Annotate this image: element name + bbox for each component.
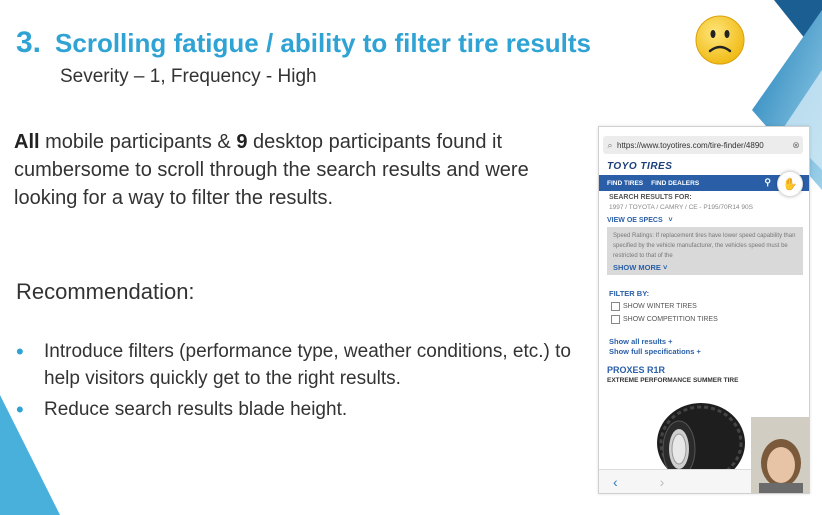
recommendation-item (16, 338, 576, 392)
search-icon: ⌕ (607, 139, 613, 150)
body-part-2: desktop participants found it cumbersome to scroll through the search results and were looking for a way to filter the results. (14, 131, 529, 209)
clear-icon[interactable]: ⊗ (792, 139, 800, 150)
show-more-link[interactable]: SHOW MORE ˅ (613, 263, 668, 272)
search-results-value: 1997 / TOYOTA / CAMRY / CE - P195/70R14 90S (609, 204, 753, 211)
filter-competition-checkbox[interactable]: SHOW COMPETITION TIRES (611, 315, 718, 324)
filter-winter-checkbox[interactable]: SHOW WINTER TIRES (611, 302, 697, 311)
slide-title-row (16, 26, 591, 60)
filter-by-label: FILTER BY: (609, 289, 650, 298)
recommendation-text: Introduce filters (performance type, weather conditions, etc.) to help visitors quickly get to the right results. (44, 341, 571, 389)
body-strong-all: All (14, 131, 40, 153)
body-part-1: mobile participants & (39, 131, 237, 153)
back-arrow-icon[interactable]: ‹ (613, 474, 618, 490)
show-all-results-link[interactable]: Show all results + (609, 337, 673, 346)
product-subtitle: EXTREME PERFORMANCE SUMMER TIRE (607, 377, 739, 384)
sad-face-icon (694, 14, 746, 66)
brand-logo[interactable]: TOYO TIRES (607, 161, 673, 172)
checkbox-icon[interactable] (611, 315, 620, 324)
chevron-down-icon: ˅ (662, 217, 673, 224)
checkbox-icon[interactable] (611, 302, 620, 311)
bullet-icon: • (16, 397, 24, 422)
body-strong-count: 9 (236, 131, 248, 153)
participant-webcam (751, 417, 809, 493)
recommendation-item (16, 396, 576, 423)
finding-description (14, 128, 574, 212)
hand-pointer-icon: ✋ (777, 171, 803, 197)
forward-arrow-icon[interactable]: › (659, 474, 665, 490)
show-full-specs-link[interactable]: Show full specifications + (609, 347, 701, 356)
slide-subtitle: Severity – 1, Frequency - High (60, 66, 317, 87)
nav-find-tires[interactable]: FIND TIRES (607, 179, 644, 187)
recommendation-list (16, 338, 576, 427)
search-icon[interactable]: ⚲ (764, 177, 771, 187)
speed-ratings-text: Speed Ratings: If replacement tires have lower speed capability than specified by the vehicle manufacturer, the vehicles speed must be restricted to that of the (613, 233, 796, 259)
slide-title: Scrolling fatigue / ability to filter tire results (55, 28, 592, 58)
view-oe-specs-link[interactable]: VIEW OE SPECS ˅ (607, 217, 673, 224)
slide-number: 3. (16, 26, 42, 59)
search-results-label: SEARCH RESULTS FOR: (609, 194, 692, 201)
product-name[interactable]: PROXES R1R (607, 365, 666, 375)
chevron-down-icon: ˅ (660, 263, 668, 272)
tire-image[interactable] (649, 399, 749, 471)
recommendation-text: Reduce search results blade height. (44, 399, 348, 420)
nav-find-dealers[interactable]: FIND DEALERS (651, 179, 700, 187)
browser-bottom-bar (599, 469, 751, 494)
mobile-screenshot (598, 126, 810, 494)
participant-photo (751, 417, 809, 493)
address-bar[interactable] (603, 136, 803, 154)
recommendation-heading: Recommendation: (16, 279, 195, 304)
bullet-icon: • (16, 339, 24, 364)
url-text: https://www.toyotires.com/tire-finder/4890 (617, 140, 764, 150)
